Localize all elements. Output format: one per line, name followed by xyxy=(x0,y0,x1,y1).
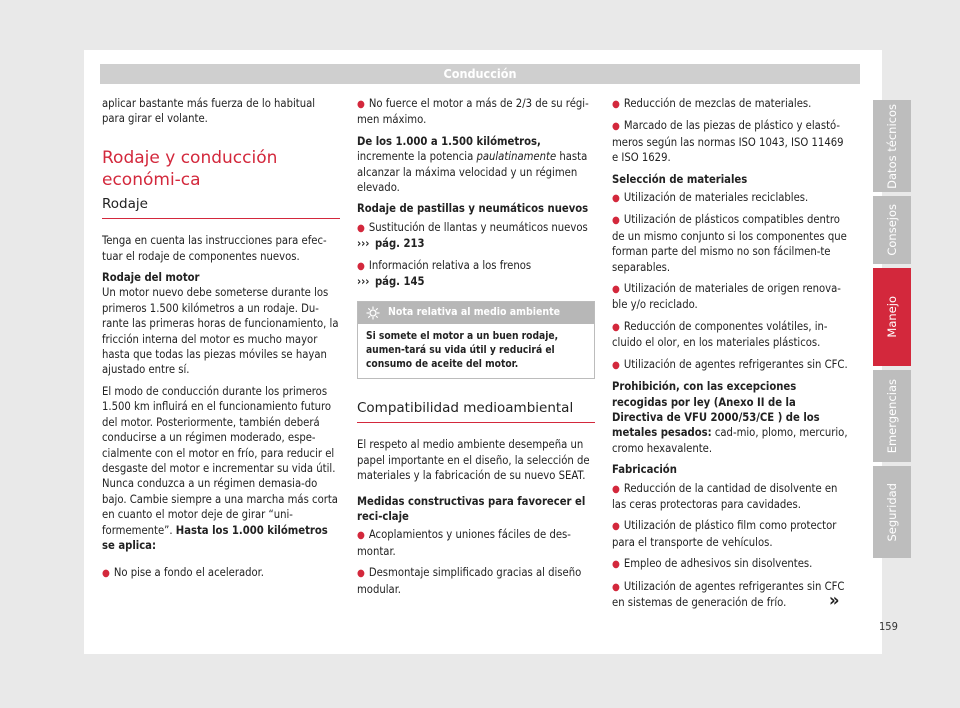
section-heading-rodaje: Rodaje xyxy=(102,197,340,219)
leaf-icon xyxy=(366,306,380,320)
continue-icon: » xyxy=(829,590,840,611)
column-2 xyxy=(357,96,595,603)
note-header xyxy=(358,302,594,323)
paragraph xyxy=(357,134,595,196)
tab-label: Consejos xyxy=(885,204,899,256)
list-item-text: Utilización de materiales de origen renova-ble y/o reciclado. xyxy=(612,282,841,312)
list-item-text: Empleo de adhesivos sin disolventes. xyxy=(623,557,813,571)
page-number: 159 xyxy=(879,620,898,633)
section-heading-compatibilidad: Compatibilidad medioambiental xyxy=(357,401,595,423)
bullet-icon: ● xyxy=(357,260,365,272)
header-title: Conducción xyxy=(443,66,517,81)
bullet-icon: ● xyxy=(612,559,620,571)
ref-arrow-icon: ››› xyxy=(357,237,370,251)
bullet-icon: ● xyxy=(612,483,620,495)
column-3 xyxy=(612,96,850,616)
chapter-heading: Rodaje y conducción económi-ca xyxy=(102,147,278,190)
bold-text: Prohibición, con las excepciones recogidas por ley (Anexo II de la Directiva de VFU 2000/53/CE ) de los metales pesados: xyxy=(612,380,820,440)
bullet-icon: ● xyxy=(612,121,620,133)
page-reference-link[interactable] xyxy=(357,275,425,288)
paragraph-text: cad-mio, plomo, mercurio, cromo hexavalente. xyxy=(612,426,848,455)
list-item xyxy=(357,565,595,597)
list-item xyxy=(612,357,850,373)
tab-datos-tecnicos[interactable] xyxy=(873,100,911,192)
note-title: Nota relativa al medio ambiente xyxy=(388,306,561,319)
bullet-icon: ● xyxy=(612,193,620,205)
bold-text: De los 1.000 a 1.500 kilómetros, xyxy=(357,134,541,148)
list-item-text: Reducción de mezclas de materiales. xyxy=(623,97,812,110)
paragraph-text: incremente la potencia xyxy=(357,150,474,164)
intro-text: aplicar bastante más fuerza de lo habitual para girar el volante. xyxy=(102,97,316,126)
environment-note xyxy=(357,301,595,378)
section-tabs xyxy=(873,100,911,562)
list-item xyxy=(612,281,850,313)
bullet-icon: ● xyxy=(357,222,365,234)
list-item xyxy=(612,319,850,351)
bold-text: Hasta los 1.000 kilómetros se aplica: xyxy=(102,523,328,552)
list-item-text: No fuerce el motor a más de 2/3 de su régi-men máximo. xyxy=(357,97,589,127)
bullet-icon: ● xyxy=(357,99,365,110)
list-item-text: Utilización de materiales reciclables. xyxy=(623,191,809,205)
list-item xyxy=(102,565,340,581)
tab-label: Emergencias xyxy=(885,378,899,454)
bullet-icon: ● xyxy=(612,359,620,371)
bullet-icon: ● xyxy=(357,530,365,542)
bullet-icon: ● xyxy=(612,284,620,296)
list-item-text: No pise a fondo el acelerador. xyxy=(113,566,264,580)
column-1 xyxy=(102,96,340,588)
subheading-seleccion: Selección de materiales xyxy=(612,172,748,186)
paragraph-text: El modo de conducción durante los primeros 1.500 km influirá en el funcionamiento futuro del motor. Posteriormente, también deberá conducirse a un régimen moderado, espe-cialmente con el motor en frío, para reducir el desgaste del motor e incrementar su vida útil. Nunca conduzca a un régimen demasia-do bajo. Cambie siempre a una marcha más corta en cuanto el motor deje de girar “uni-formemente”. xyxy=(102,384,338,537)
list-item xyxy=(357,258,595,290)
tab-label: Seguridad xyxy=(885,482,899,542)
paragraph: Un motor nuevo debe someterse durante los primeros 1.500 kilómetros a un rodaje. Du-rante las primeras horas de funcionamiento, la fricción interna del motor es mucho mayor hasta que todas las piezas móviles se hayan ajustado entre sí. xyxy=(102,286,339,377)
list-item-text: Utilización de agentes refrigerantes sin CFC. xyxy=(623,357,848,371)
list-item-text: Marcado de las piezas de plástico y elastó-meros según las normas ISO 1043, ISO 11469 e ISO 1629. xyxy=(612,119,844,165)
bullet-icon: ● xyxy=(612,321,620,333)
bullet-icon: ● xyxy=(612,521,620,533)
list-item xyxy=(612,481,850,513)
ref-text: pág. 145 xyxy=(374,275,425,289)
list-item-text: Sustitución de llantas y neumáticos nuevos xyxy=(368,220,588,234)
tab-label: Datos técnicos xyxy=(885,103,899,189)
list-item xyxy=(612,96,850,112)
list-item xyxy=(612,556,850,572)
page-reference-link[interactable] xyxy=(357,237,425,250)
list-item-text: Desmontaje simplificado gracias al diseño modular. xyxy=(357,566,582,596)
paragraph-text: hasta alcanzar la máxima velocidad y un régimen elevado. xyxy=(357,150,588,195)
list-item xyxy=(612,212,850,275)
tab-seguridad[interactable] xyxy=(873,466,911,558)
list-item xyxy=(612,579,850,611)
tab-label: Manejo xyxy=(885,296,899,338)
list-item-text: Utilización de plásticos compatibles dentro de un mismo conjunto si los componentes que forman parte del mismo no son fácilmen-te separables. xyxy=(612,213,847,274)
paragraph: El respeto al medio ambiente desempeña un papel importante en el diseño, la selección de materiales y la fabricación de su nuevo SEAT. xyxy=(357,438,590,483)
subheading-fabricacion: Fabricación xyxy=(612,463,677,477)
bullet-icon: ● xyxy=(612,99,620,110)
bullet-icon: ● xyxy=(612,215,620,227)
subheading-pastillas: Rodaje de pastillas y neumáticos nuevos xyxy=(357,202,589,216)
italic-text: paulatinamente xyxy=(476,150,557,164)
note-body: Si somete el motor a un buen rodaje, aumen-tará su vida útil y reducirá el consumo de aceite del motor. xyxy=(366,330,559,370)
page-header xyxy=(100,64,860,84)
bullet-icon: ● xyxy=(612,581,620,593)
tab-manejo[interactable] xyxy=(873,268,911,366)
list-item-text: Utilización de agentes refrigerantes sin CFC en sistemas de generación de frío. xyxy=(612,579,845,609)
list-item-text: Reducción de componentes volátiles, in-cluido el olor, en los materiales plásticos. xyxy=(612,319,828,350)
ref-text: pág. 213 xyxy=(374,237,425,251)
ref-arrow-icon: ››› xyxy=(357,275,370,289)
list-item xyxy=(612,518,850,550)
paragraph xyxy=(612,379,850,456)
list-item xyxy=(612,118,850,165)
list-item-text: Utilización de plástico film como protector para el transporte de vehículos. xyxy=(612,519,837,549)
paragraph xyxy=(102,384,340,553)
list-item-text: Información relativa a los frenos xyxy=(368,258,532,272)
list-item xyxy=(357,96,595,128)
bullet-icon: ● xyxy=(357,568,365,580)
list-item xyxy=(357,220,595,252)
tab-consejos[interactable] xyxy=(873,196,911,264)
subheading-medidas: Medidas constructivas para favorecer el reci-claje xyxy=(357,494,586,523)
list-item-text: Reducción de la cantidad de disolvente en las ceras protectoras para cavidades. xyxy=(612,481,838,511)
subheading-rodaje-motor: Rodaje del motor xyxy=(102,271,200,285)
list-item xyxy=(357,527,595,559)
paragraph: Tenga en cuenta las instrucciones para efec-tuar el rodaje de componentes nuevos. xyxy=(102,234,327,263)
bullet-icon: ● xyxy=(102,568,110,580)
list-item xyxy=(612,190,850,206)
tab-emergencias[interactable] xyxy=(873,370,911,462)
list-item-text: Acoplamientos y uniones fáciles de des-montar. xyxy=(357,528,571,558)
